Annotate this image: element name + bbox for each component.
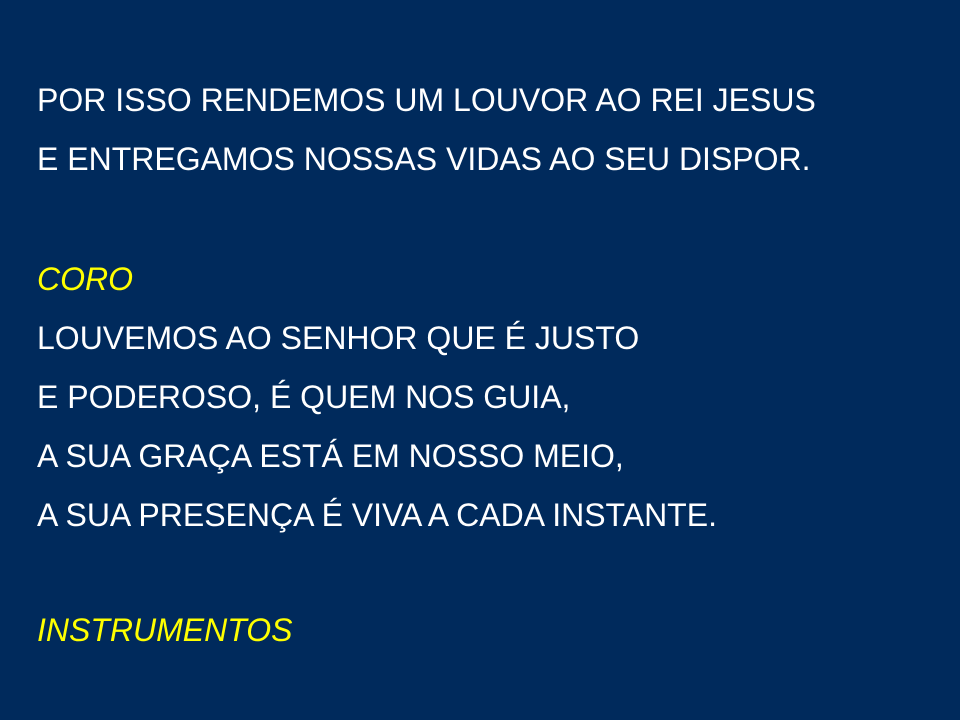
verse-line-2: E ENTREGAMOS NOSSAS VIDAS AO SEU DISPOR. [37, 141, 811, 177]
chorus-line-4: A SUA PRESENÇA É VIVA A CADA INSTANTE. [37, 497, 717, 533]
chorus-line-2: E PODEROSO, É QUEM NOS GUIA, [37, 379, 571, 415]
instrumental-label: INSTRUMENTOS [37, 612, 293, 648]
chorus-line-1: LOUVEMOS AO SENHOR QUE É JUSTO [37, 320, 640, 356]
chorus-line-3: A SUA GRAÇA ESTÁ EM NOSSO MEIO, [37, 438, 624, 474]
chorus-label: CORO [37, 261, 133, 297]
verse-line-1: POR ISSO RENDEMOS UM LOUVOR AO REI JESUS [37, 82, 816, 118]
